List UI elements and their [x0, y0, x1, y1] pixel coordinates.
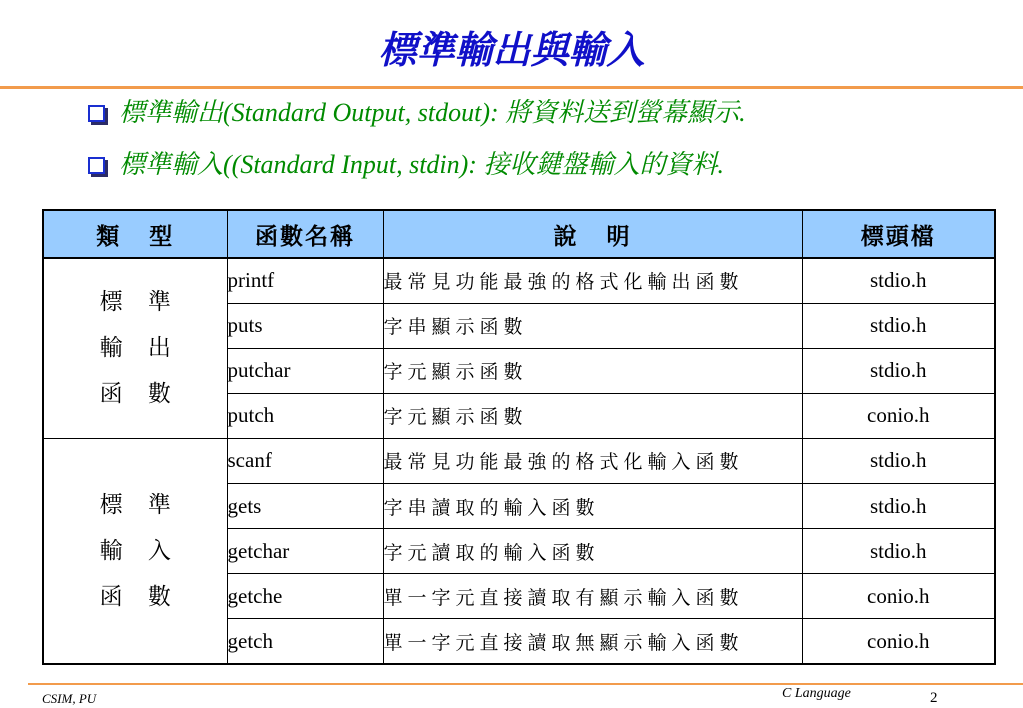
- description-cell: 字串顯示函數: [383, 303, 802, 348]
- header-file-cell: stdio.h: [802, 258, 995, 303]
- square-bullet-icon: [88, 157, 105, 174]
- function-name-cell: getchar: [227, 529, 383, 574]
- function-name-cell: puts: [227, 303, 383, 348]
- function-name-cell: printf: [227, 258, 383, 303]
- category-line: 標 準: [99, 491, 171, 518]
- column-header-type: 類 型: [43, 210, 227, 258]
- footer-rule: [28, 683, 1023, 685]
- square-bullet-icon: [88, 105, 105, 122]
- category-line: 輸 入: [99, 537, 171, 564]
- table-row: [43, 258, 995, 303]
- title-rule: [0, 86, 1023, 89]
- category-line: 輸 出: [99, 335, 171, 362]
- table-row: [43, 438, 995, 483]
- slide-title: 標準輸出與輸入: [378, 27, 645, 72]
- header-file-cell: conio.h: [802, 393, 995, 438]
- footer-course-name: C Language: [782, 686, 851, 701]
- bullet-item-stdout: [88, 95, 746, 131]
- function-name-cell: scanf: [227, 438, 383, 483]
- header-file-cell: conio.h: [802, 574, 995, 619]
- description-cell: 最常見功能最強的格式化輸入函數: [383, 438, 802, 483]
- column-header-function-name: 函數名稱: [227, 210, 383, 258]
- column-header-description: 說 明: [383, 210, 802, 258]
- bullet-text: 標準輸入((Standard Input, stdin): 接收鍵盤輸入的資料.: [119, 150, 724, 179]
- column-header-header-file: 標頭檔: [802, 210, 995, 258]
- description-cell: 最常見功能最強的格式化輸出函數: [383, 258, 802, 303]
- category-line: 標 準: [99, 289, 171, 316]
- function-name-cell: getche: [227, 574, 383, 619]
- category-cell-output: [43, 258, 227, 438]
- category-cell-input: [43, 438, 227, 664]
- footer-organization: CSIM, PU: [42, 691, 97, 706]
- category-line: 函 數: [99, 583, 171, 610]
- description-cell: 字串讀取的輸入函數: [383, 484, 802, 529]
- function-name-cell: gets: [227, 484, 383, 529]
- header-file-cell: stdio.h: [802, 529, 995, 574]
- header-file-cell: stdio.h: [802, 438, 995, 483]
- header-file-cell: stdio.h: [802, 303, 995, 348]
- bullet-item-stdin: [88, 147, 724, 183]
- function-name-cell: putchar: [227, 348, 383, 393]
- description-cell: 單一字元直接讀取無顯示輸入函數: [383, 619, 802, 664]
- table-header-row: [43, 210, 995, 258]
- header-file-cell: conio.h: [802, 619, 995, 664]
- function-name-cell: getch: [227, 619, 383, 664]
- header-file-cell: stdio.h: [802, 348, 995, 393]
- category-line: 函 數: [99, 381, 171, 408]
- description-cell: 字元顯示函數: [383, 393, 802, 438]
- description-cell: 字元顯示函數: [383, 348, 802, 393]
- bullet-text: 標準輸出(Standard Output, stdout): 將資料送到螢幕顯示.: [119, 98, 746, 127]
- header-file-cell: stdio.h: [802, 484, 995, 529]
- description-cell: 字元讀取的輸入函數: [383, 529, 802, 574]
- function-name-cell: putch: [227, 393, 383, 438]
- io-function-table: [42, 209, 996, 665]
- page-number: 2: [930, 690, 938, 706]
- description-cell: 單一字元直接讀取有顯示輸入函數: [383, 574, 802, 619]
